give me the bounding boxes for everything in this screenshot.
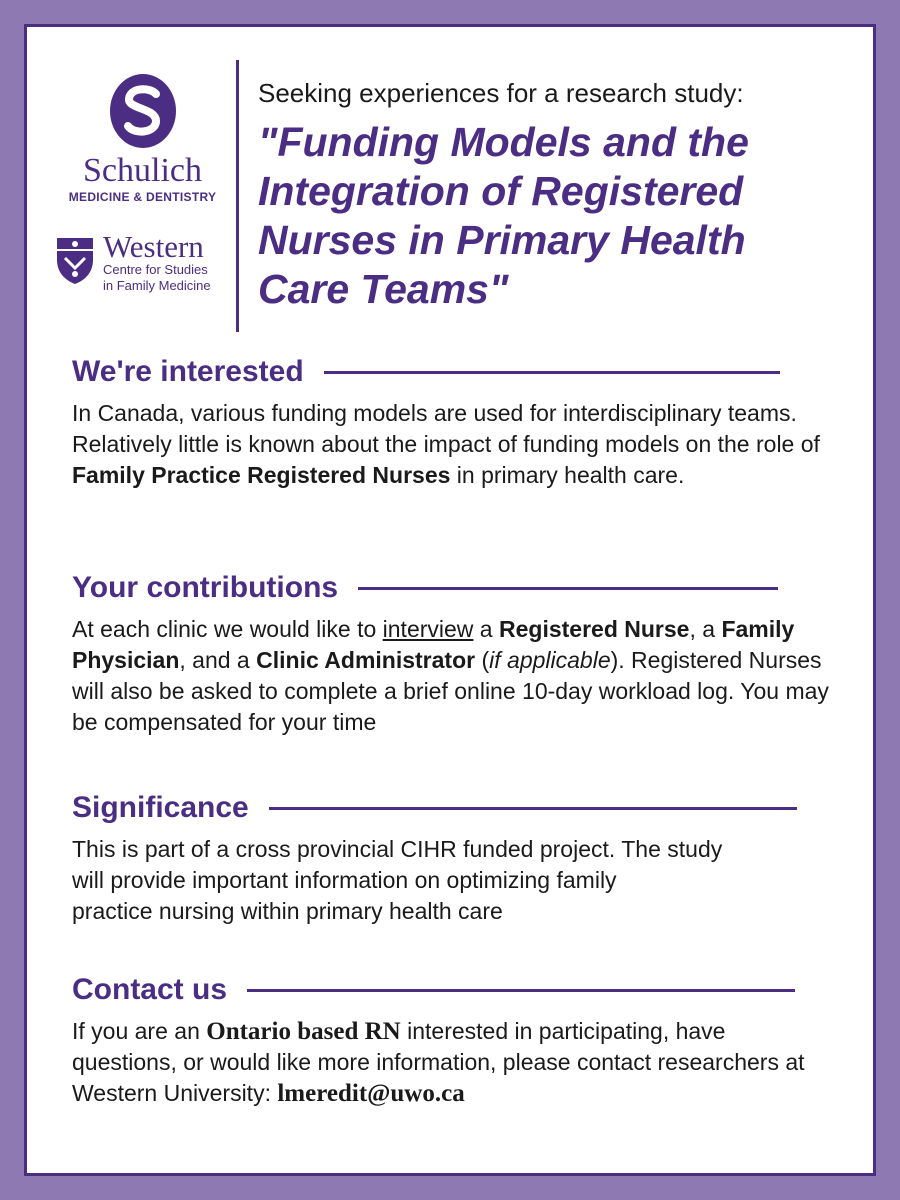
study-title-line: Integration of Registered xyxy=(258,168,744,214)
schulich-name: Schulich xyxy=(83,152,202,189)
section-interested xyxy=(72,352,832,491)
study-title-line: "Funding Models and the xyxy=(258,119,749,165)
section-significance xyxy=(72,788,832,927)
section-title: We're interested xyxy=(72,355,304,388)
body-line: will provide important information on optimizing family xyxy=(72,867,617,893)
contact-email: lmeredit@uwo.ca xyxy=(277,1080,465,1107)
section-contact xyxy=(72,970,832,1109)
section-contributions xyxy=(72,568,832,738)
schulich-s-logo-icon xyxy=(108,72,178,150)
section-body xyxy=(72,398,832,491)
body-bold: Clinic Administrator xyxy=(256,647,476,673)
body-text: , a xyxy=(689,616,722,642)
body-italic: if applicable xyxy=(489,647,611,673)
body-line: This is part of a cross provincial CIHR funded project. The study xyxy=(72,836,723,862)
study-title xyxy=(258,118,848,314)
logos-column xyxy=(55,72,230,294)
western-name: Western xyxy=(103,229,204,264)
section-rule xyxy=(269,807,797,810)
section-title: Your contributions xyxy=(72,571,339,604)
body-text: in primary health care. xyxy=(450,462,685,488)
header-divider xyxy=(236,60,239,332)
western-subtitle-1: Centre for Studies xyxy=(103,262,208,277)
body-text: At each clinic we would like to xyxy=(72,616,383,642)
body-text: ( xyxy=(475,647,490,673)
body-bold: Family Physician xyxy=(72,616,795,673)
western-crest-icon xyxy=(55,236,95,286)
schulich-subtitle: MEDICINE & DENTISTRY xyxy=(68,190,217,204)
body-text: If you are an xyxy=(72,1018,207,1044)
section-rule xyxy=(358,587,778,590)
section-body xyxy=(72,614,832,738)
section-title: Contact us xyxy=(72,973,228,1006)
western-logo xyxy=(55,229,230,294)
section-rule xyxy=(247,989,795,992)
body-text: ). Registered Nurses will also be asked to complete a brief online 10-day workload log. You may be compensated for your time xyxy=(72,647,829,735)
section-rule xyxy=(324,371,780,374)
body-bold: Registered Nurse xyxy=(499,616,690,642)
section-body xyxy=(72,1016,832,1109)
study-title-line: Care Teams" xyxy=(258,266,509,312)
header xyxy=(258,76,848,314)
body-underline: interview xyxy=(382,616,474,642)
section-title: Significance xyxy=(72,791,249,824)
western-subtitle-2: in Family Medicine xyxy=(103,278,211,293)
body-text: In Canada, various funding models are used for interdisciplinary teams. Relatively little is known about the impact of funding models on the role of xyxy=(72,400,820,457)
seeking-subtitle: Seeking experiences for a research study: xyxy=(258,78,744,108)
body-bold: Family Practice Registered Nurses xyxy=(72,462,451,488)
body-line: practice nursing within primary health care xyxy=(72,898,503,924)
section-body xyxy=(72,834,832,927)
body-text: , and a xyxy=(179,647,257,673)
study-title-line: Nurses in Primary Health xyxy=(258,217,746,263)
body-text: a xyxy=(473,616,499,642)
body-text: interested in participating, have questions, or would like more information, please contact researchers at Western University: xyxy=(72,1018,805,1106)
body-serif-bold: Ontario based RN xyxy=(206,1018,401,1045)
